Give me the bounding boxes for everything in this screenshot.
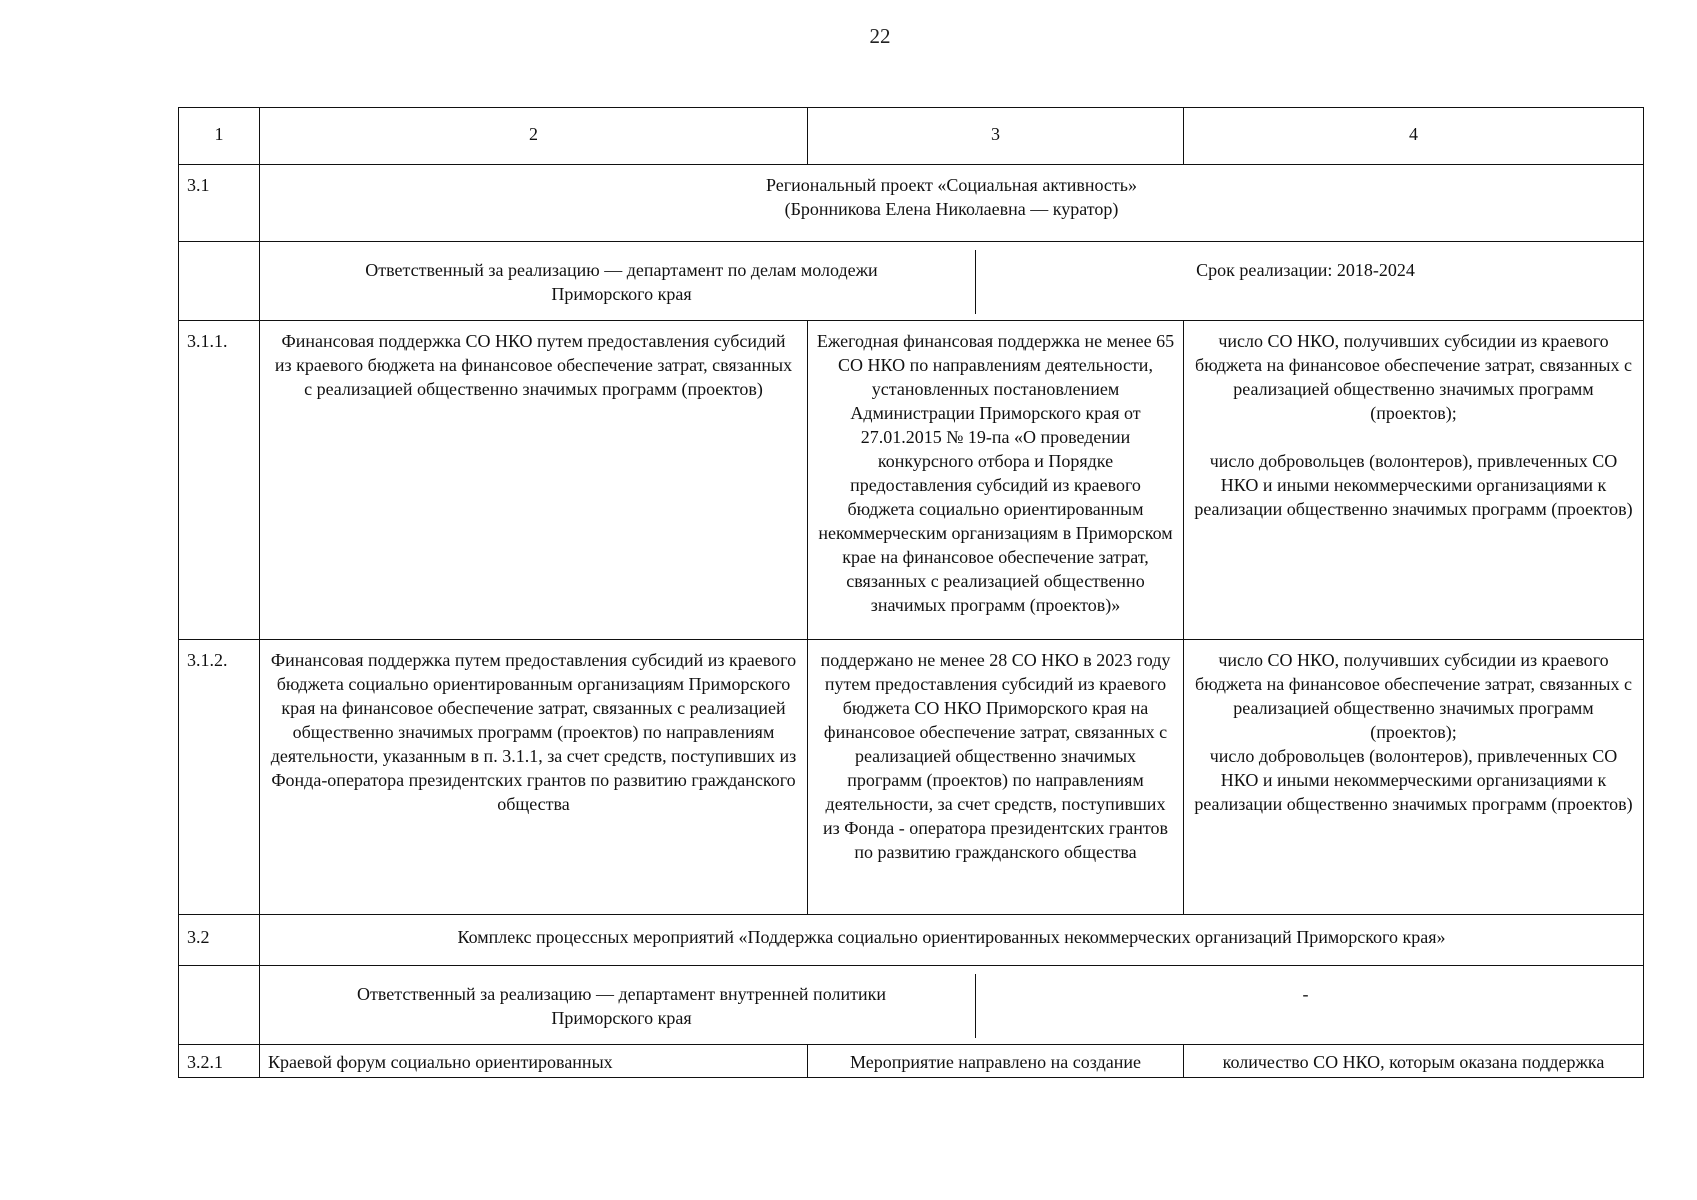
- row-3-1-1-indicators: [1184, 321, 1644, 640]
- section-3-2-responsible: Ответственный за реализацию — департамент внутренней политики Приморского края: [268, 974, 976, 1038]
- section-3-2-term: -: [1302, 984, 1309, 1004]
- row-3-1-2-indicator-2: число добровольцев (волонтеров), привлеченных СО НКО и иными некоммерческими организациями к реализации общественно значимых программ (проектов): [1194, 746, 1633, 814]
- empty-cell: [179, 242, 260, 321]
- row-3-1-1-result: Ежегодная финансовая поддержка не менее 65 СО НКО по направлениям деятельности, установленных постановлением Администрации Приморского края от 27.01.2015 № 19-па «О проведении конкурсного отбора и Порядке предоставления субсидий из краевого бюджета социально ориентированным некоммерческим организациям в Приморском крае на финансовое обеспечение затрат, связанных с реализацией общественно значимых программ (проектов)»: [808, 321, 1184, 640]
- section-3-1-row: [179, 165, 1644, 242]
- section-3-1-title-line1: Региональный проект «Социальная активность»: [766, 175, 1137, 195]
- row-3-1-2-result: поддержано не менее 28 СО НКО в 2023 году путем предоставления субсидий из краевого бюджета СО НКО Приморского края на финансовое обеспечение затрат, связанных с реализацией общественно значимых программ (проектов) по направлениям деятельности, за счет средств, поступивших из Фонда - оператора президентских грантов по развитию гражданского общества: [808, 640, 1184, 915]
- section-3-1-responsible-row: [179, 242, 1644, 321]
- row-3-1-2-indicator-1: число СО НКО, получивших субсидии из краевого бюджета на финансовое обеспечение затрат, связанных с реализацией общественно значимых программ (проектов);: [1195, 650, 1632, 742]
- page-number: 22: [869, 24, 891, 48]
- row-3-1-2-task: Финансовая поддержка путем предоставления субсидий из краевого бюджета социально ориентированным организациям Приморского края на финансовое обеспечение затрат, связанных с реализацией общественно значимых программ (проектов) по направлениям деятельности, указанным в п. 3.1.1, за счет средств, поступивших из Фонда-оператора президентских грантов по развитию гражданского общества: [260, 640, 808, 915]
- table-row-3-1-1: [179, 321, 1644, 640]
- section-3-1-title: [260, 165, 1644, 242]
- row-3-1-2-indicators: [1184, 640, 1644, 915]
- section-3-1-responsible: Ответственный за реализацию — департамент по делам молодежи Приморского края: [268, 250, 976, 314]
- section-3-1-term: Срок реализации: 2018-2024: [1196, 260, 1415, 280]
- header-col-3: 3: [808, 108, 1184, 165]
- header-col-2: 2: [260, 108, 808, 165]
- section-3-2-responsible-row: [179, 966, 1644, 1045]
- row-3-2-1-indicator: количество СО НКО, которым оказана поддержка: [1184, 1045, 1644, 1078]
- header-col-4: 4: [1184, 108, 1644, 165]
- section-3-2-responsible-cell: [260, 966, 1644, 1045]
- row-3-1-1-number: 3.1.1.: [179, 321, 260, 640]
- section-3-2-title: Комплекс процессных мероприятий «Поддержка социально ориентированных некоммерческих организаций Приморского края»: [260, 915, 1644, 966]
- table-header-row: [179, 108, 1644, 165]
- row-3-2-1-task: Краевой форум социально ориентированных: [260, 1045, 808, 1078]
- section-3-2-number: 3.2: [179, 915, 260, 966]
- section-3-1-title-line2: (Бронникова Елена Николаевна — куратор): [784, 199, 1119, 219]
- row-3-1-1-task: Финансовая поддержка СО НКО путем предоставления субсидий из краевого бюджета на финансовое обеспечение затрат, связанных с реализацией общественно значимых программ (проектов): [260, 321, 808, 640]
- table-row-3-1-2: [179, 640, 1644, 915]
- section-3-2-row: [179, 915, 1644, 966]
- table-row-3-2-1: [179, 1045, 1644, 1078]
- empty-cell: [179, 966, 260, 1045]
- row-3-2-1-result: Мероприятие направлено на создание: [808, 1045, 1184, 1078]
- header-col-1: 1: [179, 108, 260, 165]
- row-3-1-1-indicator-1: число СО НКО, получивших субсидии из краевого бюджета на финансовое обеспечение затрат, связанных с реализацией общественно значимых программ (проектов);: [1195, 331, 1632, 423]
- row-3-1-1-indicator-2: число добровольцев (волонтеров), привлеченных СО НКО и иными некоммерческими организациями к реализации общественно значимых программ (проектов): [1194, 451, 1633, 519]
- section-3-1-number: 3.1: [179, 165, 260, 242]
- program-table: [178, 107, 1644, 1078]
- row-3-2-1-number: 3.2.1: [179, 1045, 260, 1078]
- section-3-1-responsible-cell: [260, 242, 1644, 321]
- row-3-1-2-number: 3.1.2.: [179, 640, 260, 915]
